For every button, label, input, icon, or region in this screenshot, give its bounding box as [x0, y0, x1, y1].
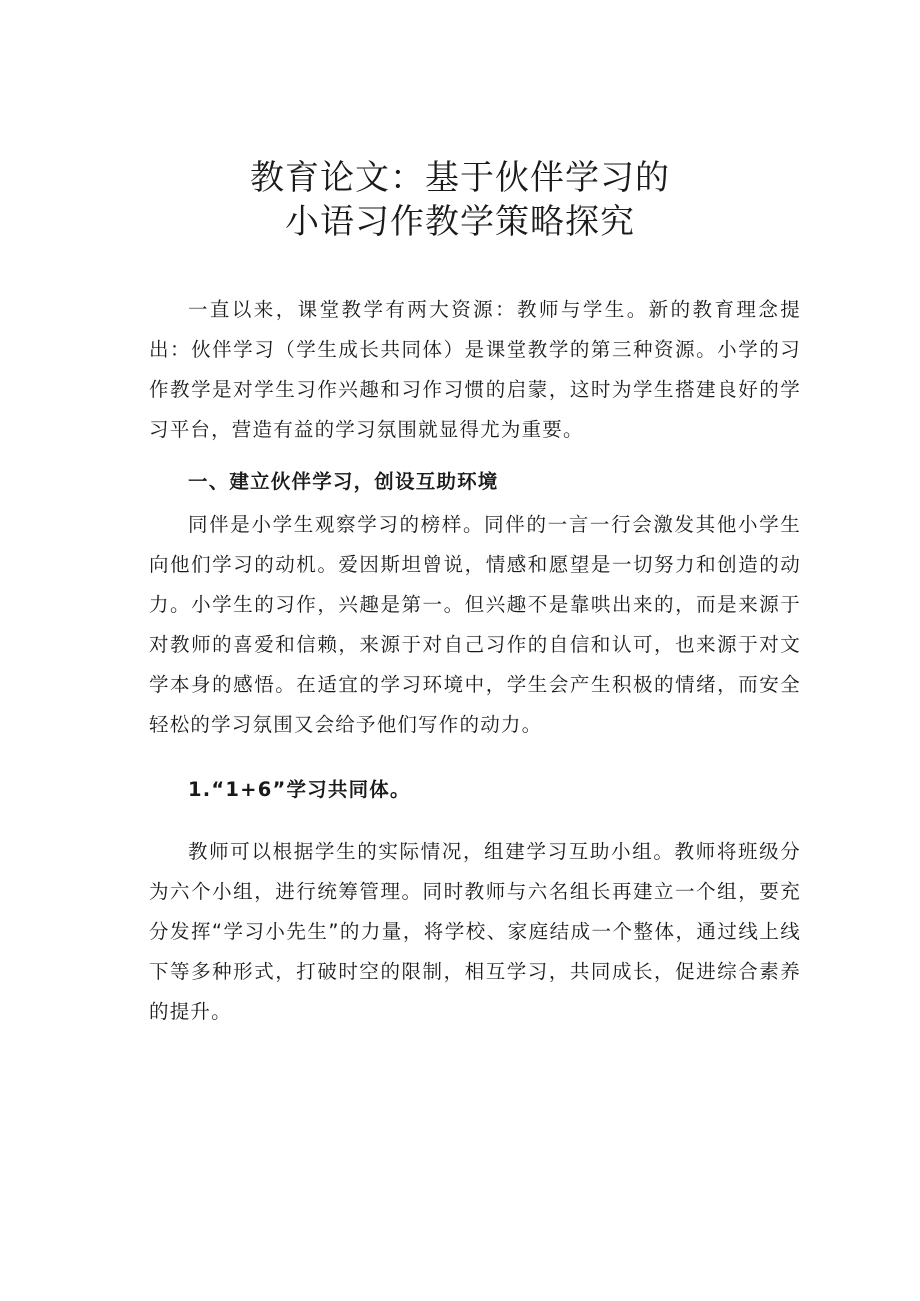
section-heading-1: 一、建立伙伴学习，创设互助环境 [188, 470, 499, 493]
paragraph-section-1: 同伴是小学生观察学习的榜样。同伴的一言一行会激发其他小学生向他们学习的动机。爱因斯坦曾说，情感和愿望是一切努力和创造的动力。小学生的习作，兴趣是第一。但兴趣不是靠哄出来的，而是来源于对教师的喜爱和信赖，来源于对自己习作的自信和认可，也来源于对文学本身的感悟。在适宜的学习环境中，学生会产生积极的情绪，而安全轻松的学习氛围又会给予他们写作的动力。 [149, 513, 801, 736]
document-title-line-1: 教育论文：基于伙伴学习的 [250, 158, 670, 198]
paragraph-subsection-1: 教师可以根据学生的实际情况，组建学习互助小组。教师将班级分为六个小组，进行统筹管理。同时教师与六名组长再建立一个组，要充分发挥“学习小先生”的力量，将学校、家庭结成一个整体，通过线上线下等多种形式，打破时空的限制，相互学习，共同成长，促进综合素养的提升。 [149, 840, 801, 1023]
document-title-line-2: 小语习作教学策略探究 [285, 202, 635, 242]
subsection-heading-1: 1.“1+6”学习共同体。 [188, 778, 411, 801]
paragraph-intro: 一直以来，课堂教学有两大资源：教师与学生。新的教育理念提出：伙伴学习（学生成长共同体）是课堂教学的第三种资源。小学的习作教学是对学生习作兴趣和习作习惯的启蒙，这时为学生搭建良好的学习平台，营造有益的学习氛围就显得尤为重要。 [149, 298, 801, 441]
